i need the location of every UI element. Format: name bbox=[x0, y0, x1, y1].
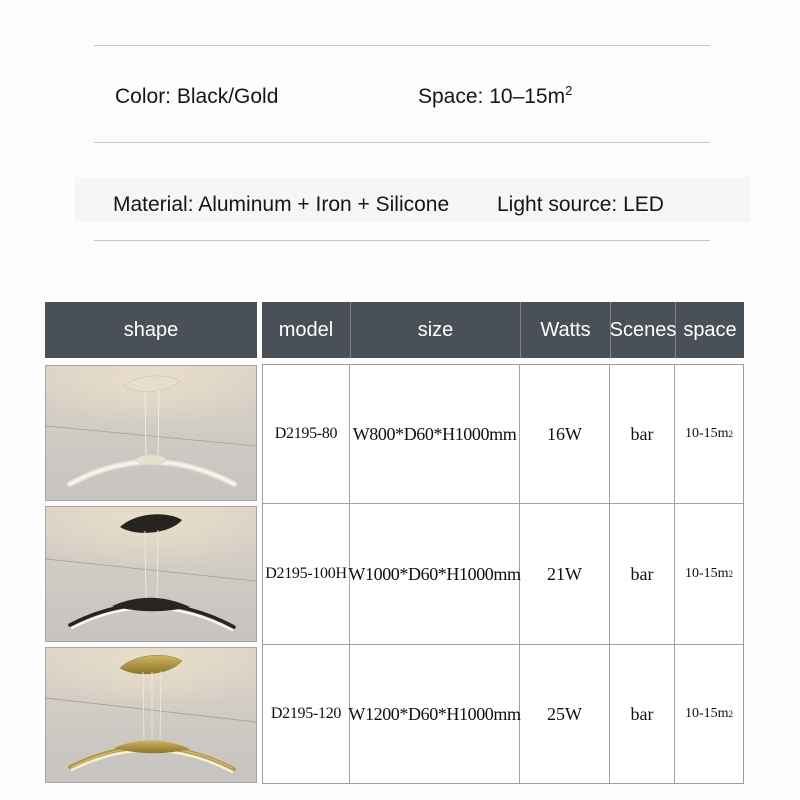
light-source-spec-text: Light source: LED bbox=[497, 193, 664, 216]
white-pendant-lamp-photo bbox=[45, 365, 257, 501]
table-header-shape: shape bbox=[45, 302, 257, 358]
scenes-cell: bar bbox=[610, 645, 675, 783]
watts-cell: 25W bbox=[520, 645, 610, 783]
table-header-scenes: Scenes bbox=[610, 302, 675, 358]
space-value: 10-15m bbox=[684, 566, 729, 581]
table-header-model: model bbox=[278, 318, 334, 341]
black-pendant-lamp-icon bbox=[46, 507, 256, 641]
table-header-space: space bbox=[675, 302, 744, 358]
space-spec-text bbox=[418, 84, 572, 110]
table-header-size: size bbox=[350, 302, 520, 358]
divider-top bbox=[94, 45, 710, 46]
model-cell: D2195-80 bbox=[263, 365, 350, 504]
scenes-cell: bar bbox=[610, 504, 675, 645]
size-cell: W1000*D60*H1000mm bbox=[350, 504, 520, 645]
model-cell: D2195-100H bbox=[263, 504, 350, 645]
scenes-cell: bar bbox=[610, 365, 675, 504]
space-spec-superscript: 2 bbox=[565, 83, 573, 98]
space-value: 10-15m bbox=[684, 706, 729, 721]
material-spec-text: Material: Aluminum + Iron + Silicone bbox=[113, 193, 450, 216]
color-spec-text: Color: Black/Gold bbox=[115, 85, 279, 108]
space-cell: 10-15m 2 bbox=[684, 706, 734, 721]
watts-cell: 16W bbox=[520, 365, 610, 504]
watts-cell: 21W bbox=[520, 504, 610, 645]
black-pendant-lamp-photo bbox=[45, 506, 257, 642]
divider-bottom bbox=[94, 240, 710, 241]
white-pendant-lamp-icon bbox=[46, 366, 256, 500]
table-header-row bbox=[262, 302, 744, 358]
space-cell: 10-15m 2 bbox=[675, 504, 743, 645]
divider-middle bbox=[94, 142, 710, 143]
space-spec-base: Space: 10–15m bbox=[418, 85, 566, 108]
table-header-watts: Watts bbox=[520, 302, 610, 358]
gold-pendant-lamp-photo bbox=[45, 647, 257, 783]
gold-pendant-lamp-icon bbox=[46, 648, 256, 782]
size-cell: W800*D60*H1000mm bbox=[350, 365, 520, 504]
model-cell: D2195-120 bbox=[263, 645, 350, 783]
space-cell: 10-15m 2 bbox=[675, 365, 743, 504]
size-cell: W1200*D60*H1000mm bbox=[350, 645, 520, 783]
spec-table-body bbox=[262, 364, 744, 784]
space-value: 10-15m bbox=[684, 426, 729, 441]
